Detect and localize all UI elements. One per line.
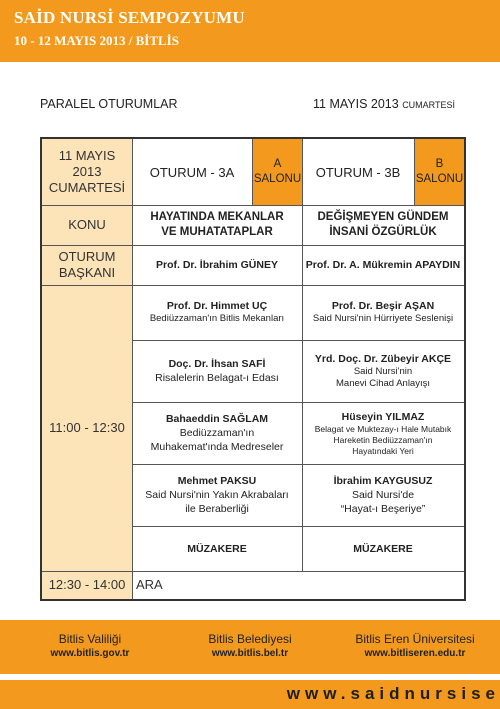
topic-label-cell [42, 205, 132, 245]
break-label: ARA [136, 577, 163, 592]
talk-title: Bediüzzaman'ın Bitlis Mekanları [149, 313, 285, 325]
chair-label-cell [42, 245, 132, 285]
chair-b [302, 245, 464, 285]
discussion-a [132, 526, 302, 571]
row-divider [132, 402, 464, 403]
section-date [313, 97, 455, 111]
talk-title: Said Nursi'de [351, 489, 415, 501]
salon-word: SALONU [253, 173, 302, 185]
salon-letter: B [435, 158, 444, 170]
talk-title: Said Nursi'nin Yakın Akrabaları [145, 489, 289, 501]
sponsor-valilik [20, 632, 160, 661]
talk-title: “Hayat-ı Beşeriye” [340, 503, 426, 515]
topic-b [302, 205, 464, 245]
talk-b-3 [302, 402, 464, 464]
event-title: SAİD NURSİ SEMPOZYUMU [14, 8, 245, 27]
session-a-label: OTURUM - 3A [149, 164, 235, 180]
footer-banner [0, 620, 500, 674]
sponsor-url[interactable]: www.bitlis.bel.tr [211, 648, 289, 659]
time-cell [42, 285, 132, 571]
discussion-label: MÜZAKERE [353, 542, 413, 555]
speaker-name: Doç. Dr. İhsan SAFİ [168, 358, 266, 370]
chair-label-line: BAŞKANI [58, 265, 116, 280]
salon-word: SALONU [415, 173, 464, 185]
talk-title: Said Nursi'nin [353, 365, 413, 377]
website-link[interactable]: www.saidnursise [286, 684, 500, 703]
date-cell-line: 11 MAYIS [58, 148, 116, 163]
row-divider [42, 205, 464, 206]
topic-b-line: DEĞİŞMEYEN GÜNDEM [317, 211, 449, 223]
talk-title: Belagat ve Muktezay-ı Hale Mutabık [314, 423, 452, 434]
speaker-name: Mehmet PAKSU [177, 475, 257, 487]
session-b-label: OTURUM - 3B [315, 164, 401, 180]
talk-a-2 [132, 340, 302, 402]
salon-letter: A [273, 158, 282, 170]
website-strip [0, 680, 500, 709]
talk-b-1 [302, 285, 464, 340]
sponsor-name: Bitlis Valiliği [58, 632, 122, 646]
speaker-name: Bahaeddin SAĞLAM [165, 413, 269, 425]
row-divider [42, 571, 464, 572]
sponsor-url[interactable]: www.bitlis.gov.tr [50, 648, 130, 659]
row-divider [132, 340, 464, 341]
row-divider [132, 526, 464, 527]
speaker-name: Hüseyin YILMAZ [341, 410, 425, 423]
row-divider [42, 285, 464, 286]
date-cell-line: 2013 [72, 164, 102, 179]
talk-a-4 [132, 464, 302, 526]
talk-title: Said Nursi'nin Hürriyete Seslenişi [312, 313, 454, 325]
speaker-name: Yrd. Doç. Dr. Zübeyir AKÇE [314, 352, 452, 365]
sponsor-url[interactable]: www.bitliseren.edu.tr [364, 648, 466, 659]
section-title: PARALEL OTURUMLAR [40, 97, 178, 111]
topic-b-line: İNSANİ ÖZGÜRLÜK [329, 226, 437, 238]
break-time: 12:30 - 14:00 [48, 577, 126, 592]
speaker-name: İbrahim KAYGUSUZ [333, 475, 433, 487]
header-banner [0, 0, 500, 62]
session-b-name [302, 139, 414, 205]
break-time-cell [42, 571, 132, 599]
talk-b-2 [302, 340, 464, 402]
talk-title: Manevi Cihad Anlayışı [336, 378, 430, 389]
sponsor-belediye [180, 632, 320, 661]
section-date-value: 11 MAYIS 2013 [313, 97, 399, 111]
date-cell [42, 139, 132, 205]
topic-a-line: VE MUHATATAPLAR [161, 226, 273, 238]
talk-title: Hareketin Bediüzzaman'ın [333, 434, 433, 445]
break-cell [132, 571, 464, 599]
speaker-name: Prof. Dr. Himmet UÇ [166, 300, 268, 313]
talk-title: ile Beraberliği [185, 503, 249, 515]
discussion-b [302, 526, 464, 571]
speaker-name: Prof. Dr. Beşir AŞAN [331, 300, 435, 313]
schedule-table [40, 137, 466, 601]
time-label: 11:00 - 12:30 [49, 420, 125, 435]
chair-a [132, 245, 302, 285]
date-cell-line: CUMARTESİ [48, 180, 126, 195]
row-divider [42, 245, 464, 246]
chair-a-name: Prof. Dr. İbrahim GÜNEY [156, 259, 278, 271]
topic-label: KONU [68, 217, 106, 232]
session-a-name [132, 139, 252, 205]
event-dates: 10 - 12 MAYIS 2013 / BİTLİS [14, 33, 179, 48]
topic-a-line: HAYATINDA MEKANLAR [150, 211, 284, 223]
talk-a-3 [132, 402, 302, 464]
session-a-salon [252, 139, 302, 205]
column-divider [302, 139, 303, 571]
talk-b-4 [302, 464, 464, 526]
chair-label-line: OTURUM [58, 249, 116, 264]
discussion-label: MÜZAKERE [187, 542, 247, 555]
sponsor-name: Bitlis Belediyesi [208, 632, 292, 646]
talk-title: Bediüzzaman'ın [179, 427, 255, 439]
sponsor-universite [335, 632, 495, 661]
section-day: CUMARTESİ [402, 100, 456, 110]
row-divider [132, 464, 464, 465]
talk-title: Muhakemat'ında Medreseler [150, 441, 284, 453]
chair-b-name: Prof. Dr. A. Mükremin APAYDIN [305, 259, 461, 271]
sponsor-name: Bitlis Eren Üniversitesi [355, 632, 475, 646]
talk-title: Hayatındaki Yeri [352, 445, 414, 456]
topic-a [132, 205, 302, 245]
session-b-salon [414, 139, 464, 205]
talk-a-1 [132, 285, 302, 340]
talk-title: Risalelerin Belagat-ı Edası [155, 372, 279, 384]
